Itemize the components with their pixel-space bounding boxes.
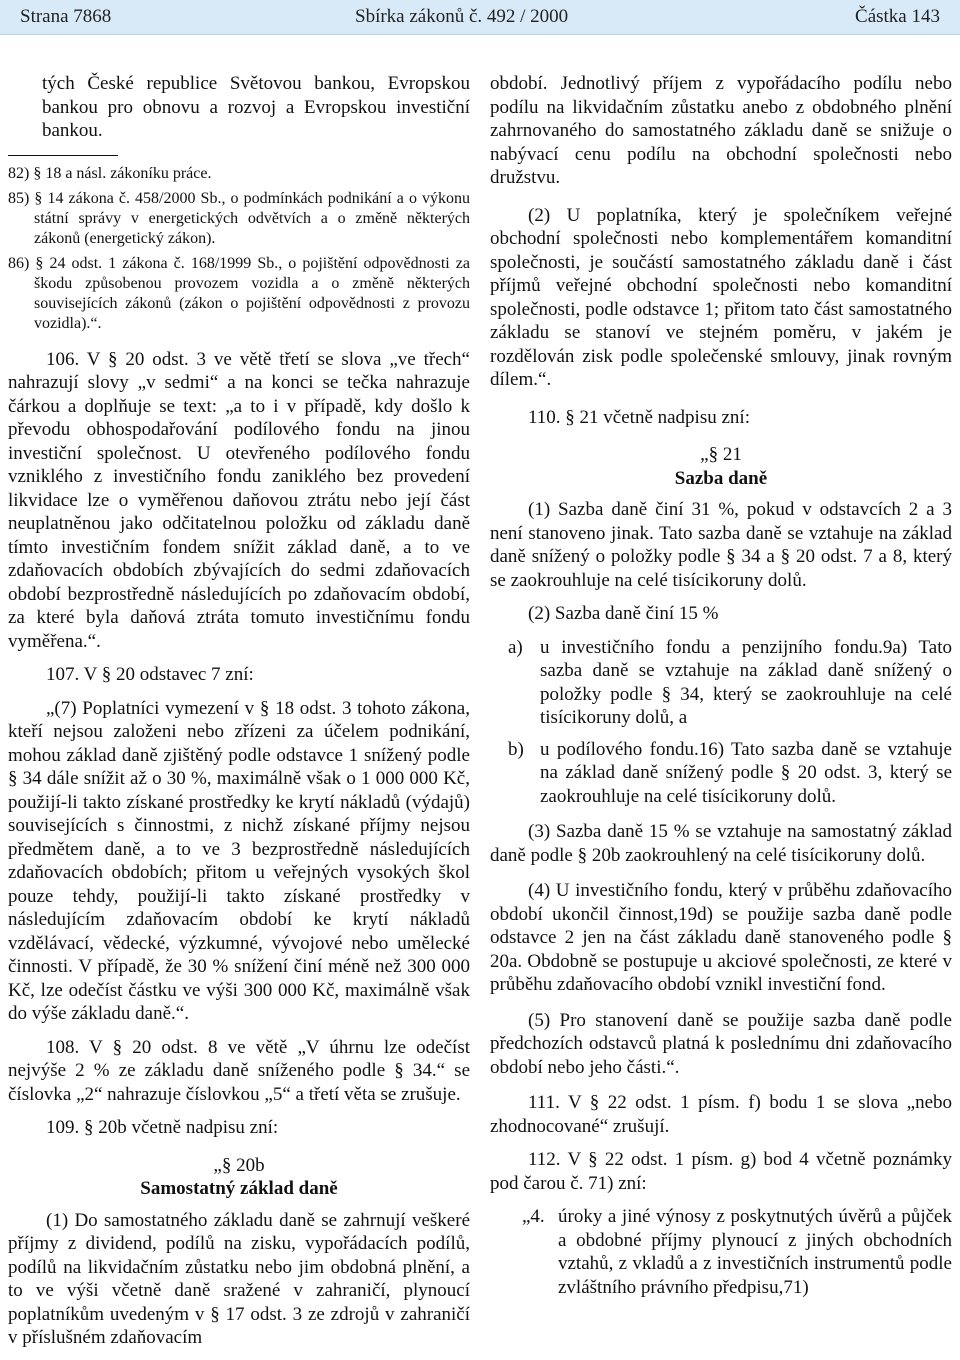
section-20b-para-1: (1) Do samostatného základu daně se zahrnují veškeré příjmy z dividend, podílů na zisku, vypořádacích podílů, podílů na likvidačním zůstatku nebo jim obdobná plnění, a to ve výši včetně daně sražené v zahraničí, plynoucí poplatníkům uvedeným v § 17 odst. 3 ze zdrojů v zahraničí v příslušném zdaňovacím xyxy=(8,1209,470,1348)
section-21-title: Sazba daně xyxy=(674,467,768,489)
collection-title: Sbírka zákonů č. 492 / 2000 xyxy=(355,6,569,27)
section-20b-title: Samostatný základ daně xyxy=(140,1178,338,1199)
left-column xyxy=(8,72,470,1360)
list-text: u investičního fondu a penzijního fondu.9a) Tato sazba daně se vztahuje na základ daně snížený o položky podle § 34, který se zaokrouhluje na celé tisícikoruny dolů, a xyxy=(540,636,952,728)
point-110: 110. § 21 včetně nadpisu zní: xyxy=(528,406,750,428)
point-112: 112. V § 22 odst. 1 písm. g) bod 4 včetně poznámky pod čarou č. 71) zní: xyxy=(490,1149,952,1194)
section-21-para-2: (2) Sazba daně činí 15 % xyxy=(528,603,719,624)
list-label: b) xyxy=(508,738,524,760)
section-21-heading: „§ 21 xyxy=(700,444,742,465)
point-108: 108. V § 20 odst. 8 ve větě „V úhrnu lze odečíst nejvýše 2 % ze základu daně sníženého podle § 34.“ se číslovka „2“ nahrazuje číslovkou „5“ a třetí věta se zrušuje. xyxy=(8,1036,470,1105)
list-item-4 xyxy=(490,1205,952,1299)
issue-number: Částka 143 xyxy=(855,6,940,27)
list-text: u podílového fondu.16) Tato sazba daně se vztahuje na základ daně snížený podle § 20 odst. 3, který se zaokrouhluje na celé tisícikoruny dolů. xyxy=(540,738,952,807)
page-number: Strana 7868 xyxy=(20,6,112,27)
point-109: 109. § 20b včetně nadpisu zní: xyxy=(46,1117,279,1138)
section-20b-heading: „§ 20b xyxy=(213,1154,265,1176)
point-106: 106. V § 20 odst. 3 ve větě třetí se slova „ve třech“ nahrazují slovy „v sedmi“ a na konci se tečka nahrazuje čárkou a doplňuje se text: „a to i v případě, kdy došlo k převodu obhospodařování podílového fondu na jinou investiční společnost. U otevřeného podílového fondu vzniklého z investičního fondu zaniklého bez provedení likvidace lze o vyměřenou daňovou ztrátu nebo její část neuplatněnou jako odčitatelnou položku od základu daně tímto investičním fondem snížit základ daně, a to ve zdaňovacích obdobích zbývajících do sedmi zdaňovacích období bezprostředně následujících po zdaňovacím období, za které byla daňová ztráta tomuto investičnímu fondu vyměřena.“. xyxy=(8,348,470,652)
right-column xyxy=(490,72,952,1307)
section-21-para-3: (3) Sazba daně 15 % se vztahuje na samostatný základ daně podle § 20b zaokrouhlený na celé tisícikoruny dolů. xyxy=(490,821,952,866)
list-label: a) xyxy=(508,636,523,658)
section-20b-para-2: (2) U poplatníka, který je společníkem veřejné obchodní společnosti nebo komplementářem komanditní společnosti, je součástí samostatného základu daně i část příjmů veřejné obchodní společnosti nebo komanditní společnosti, podle odstavce 1; přitom tato část samostatného základu se stanoví ve stejném poměru, v jakém je rozdělován zisk podle společenské smlouvy, jinak rovným dílem.“. xyxy=(490,204,952,390)
list-item-a xyxy=(490,636,952,730)
footnote-82: 82) § 18 a násl. zákoníku práce. xyxy=(8,164,212,182)
paragraph-continuation-right: období. Jednotlivý příjem z vypořádacího podílu nebo podílu na likvidačním zůstatku anebo z obdobného plnění zahrnovaného do samostatného základu daně se snižuje o nabývací cenu podílu na obchodní společnosti nebo družstvu. xyxy=(490,73,952,188)
footnote-86: 86) § 24 odst. 1 zákona č. 168/1999 Sb., o pojištění odpovědnosti za škodu způsobenou provozem vozidla a o změně některých souvisejících zákonů (zákon o pojištění odpovědnosti z provozu vozidla).“. xyxy=(8,254,470,332)
section-21-para-4: (4) U investičního fondu, který v průběhu zdaňovacího období ukončil činnost,19d) se použije sazba daně podle odstavce 2 jen na část základu daně stanoveného podle § 20a. Obdobně se postupuje u akciové společnosti, ze které v průběhu zdaňovacího období vznikl investiční fond. xyxy=(490,880,952,995)
point-107-text: „(7) Poplatníci vymezení v § 18 odst. 3 tohoto zákona, kteří nejsou založeni nebo zřízeni za účelem podnikání, mohou základ daně zjištěný podle odstavce 1 snížený podle § 34 dále snížit až o 30 %, maximálně však o 1 000 000 Kč, použijí-li takto získané prostředky ke krytí nákladů (výdajů) souvisejících s činnostmi, z nichž získané příjmy nejsou předmětem daně, a to ve 3 bezprostředně následujících zdaňovacích obdobích; přitom u veřejných vysokých škol pouze tehdy, použijí-li takto získané prostředky v následujícím zdaňovacím období ke krytí nákladů vzdělávací, vědecké, výzkumné, vývojové nebo umělecké činnosti. V případě, že 30 % snížení činí méně než 300 000 Kč, lze odečíst částku ve výši 300 000 Kč, maximálně však do výše základu daně.“. xyxy=(8,697,470,1024)
section-21-para-5: (5) Pro stanovení daně se použije sazba daně podle předchozích odstavců platná k poslednímu dni zdaňovacího období nebo jeho části.“. xyxy=(490,1009,952,1078)
point-107: 107. V § 20 odstavec 7 zní: xyxy=(46,664,254,685)
page-header xyxy=(0,0,960,35)
list-text: úroky a jiné výnosy z poskytnutých úvěrů a půjček a obdobné příjmy plynoucí z jiných obchodních vztahů, z vkladů a z investičních instrumentů podle zvláštního právního předpisu,71) xyxy=(558,1206,952,1298)
list-label: „4. xyxy=(522,1206,545,1227)
footnote-divider xyxy=(8,155,118,156)
footnote-85: 85) § 14 zákona č. 458/2000 Sb., o podmínkách podnikání a o výkonu státní správy v energetických odvětvích a o změně některých zákonů (energetický zákon). xyxy=(8,189,470,247)
section-21-para-1: (1) Sazba daně činí 31 %, pokud v odstavcích 2 a 3 není stanoveno jinak. Tato sazba daně se vztahuje na základ daně snížený o položky podle § 34 a § 20 odst. 7 a 8, který se zaokrouhluje na celé tisícikoruny dolů. xyxy=(490,499,952,591)
list-item-b xyxy=(490,738,952,809)
point-111: 111. V § 22 odst. 1 písm. f) bodu 1 se slova „nebo zhodnocované“ zrušují. xyxy=(490,1092,952,1137)
paragraph-continuation: tých České republice Světovou bankou, Evropskou bankou pro obnovu a rozvoj a Evropskou investiční bankou. xyxy=(42,73,470,141)
